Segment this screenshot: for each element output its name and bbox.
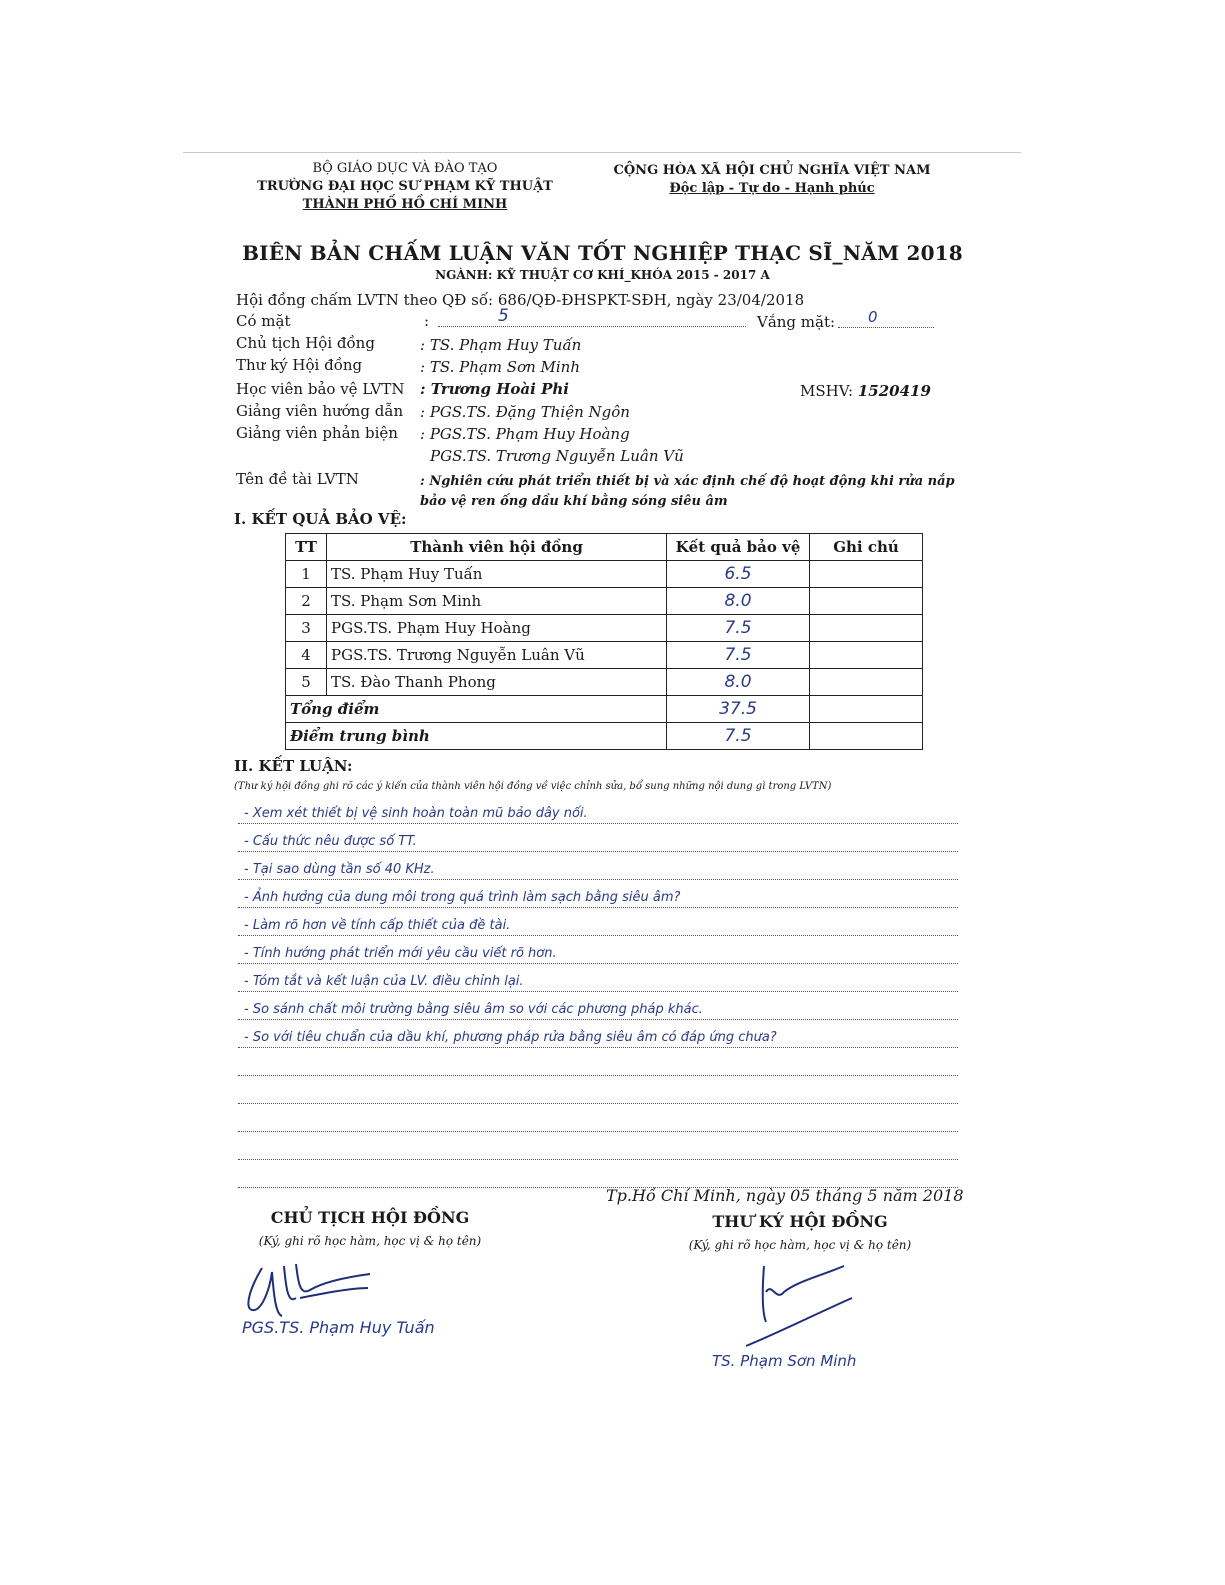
row-tt: 5 (286, 669, 327, 696)
secretary-signature-note: (Ký, ghi rõ học hàm, học vị & họ tên) (688, 1238, 912, 1252)
table-row (286, 588, 923, 615)
total-label: Tổng điểm (286, 696, 667, 723)
secretary-value: : TS. Phạm Sơn Minh (420, 358, 581, 376)
chair-signature-title: CHỦ TỊCH HỘI ĐỒNG (270, 1208, 470, 1227)
signing-date: Tp.Hồ Chí Minh, ngày 05 tháng 5 năm 2018 (606, 1186, 964, 1205)
total-note (810, 696, 923, 723)
country-name: CỘNG HÒA XÃ HỘI CHỦ NGHĨA VIỆT NAM (613, 163, 931, 178)
comment-text: - Làm rõ hơn về tính cấp thiết của đề tài. (244, 918, 511, 933)
comment-line (238, 797, 958, 824)
comment-line (238, 881, 958, 908)
top-rule (183, 152, 1021, 153)
row-note (810, 642, 923, 669)
secretary-label: Thư ký Hội đồng (236, 356, 363, 374)
col-note: Ghi chú (810, 534, 923, 561)
absent-dots (838, 313, 934, 328)
row-score: 7.5 (667, 642, 810, 669)
reviewer-value-1: : PGS.TS. Phạm Huy Hoàng (420, 425, 630, 443)
comment-line (238, 993, 958, 1020)
absent-label: Vắng mặt: (757, 313, 836, 331)
blank-line (238, 1105, 958, 1132)
blank-line (238, 1049, 958, 1076)
row-score: 8.0 (667, 669, 810, 696)
table-row (286, 669, 923, 696)
present-label: Có mặt (236, 312, 291, 330)
topic-value: : Nghiên cứu phát triển thiết bị và xác định chế độ hoạt động khi rửa nắp bảo vệ ren ống dầu khí bằng sóng siêu âm (420, 474, 955, 509)
blank-line (238, 1077, 958, 1104)
topic-label: Tên đề tài LVTN (236, 470, 359, 488)
comment-text: - Xem xét thiết bị vệ sinh hoàn toàn mũ bảo dây nối. (244, 806, 588, 821)
row-tt: 1 (286, 561, 327, 588)
secretary-signature-title: THƯ KÝ HỘI ĐỒNG (712, 1212, 888, 1231)
reviewer-label: Giảng viên phản biện (236, 424, 398, 442)
row-member: PGS.TS. Phạm Huy Hoàng (327, 615, 667, 642)
average-label: Điểm trung bình (286, 723, 667, 750)
header-right (612, 162, 932, 198)
row-member: TS. Phạm Huy Tuấn (327, 561, 667, 588)
mshv-label: MSHV: (800, 382, 854, 400)
row-member: TS. Phạm Sơn Minh (327, 588, 667, 615)
secretary-signature-name: TS. Phạm Sơn Minh (712, 1352, 857, 1370)
row-score: 7.5 (667, 615, 810, 642)
comment-line (238, 853, 958, 880)
col-result: Kết quả bảo vệ (667, 534, 810, 561)
absent-value: 0 (868, 308, 878, 326)
comment-text: - So với tiêu chuẩn của dầu khí, phương pháp rửa bằng siêu âm có đáp ứng chưa? (244, 1030, 777, 1045)
comment-line (238, 1021, 958, 1048)
row-score: 6.5 (667, 561, 810, 588)
document-title: BIÊN BẢN CHẤM LUẬN VĂN TỐT NGHIỆP THẠC SĨ_NĂM 2018 (242, 241, 963, 265)
row-note (810, 615, 923, 642)
average-row (286, 723, 923, 750)
row-note (810, 588, 923, 615)
comment-line (238, 825, 958, 852)
comment-text: - Tại sao dùng tần số 40 KHz. (244, 862, 435, 877)
document-subtitle: NGÀNH: KỸ THUẬT CƠ KHÍ_KHÓA 2015 - 2017 A (435, 268, 770, 282)
results-table (285, 533, 923, 750)
mshv (800, 382, 931, 400)
row-note (810, 561, 923, 588)
comment-line (238, 965, 958, 992)
average-value: 7.5 (667, 723, 810, 750)
mshv-value: 1520419 (857, 382, 931, 400)
chair-signature-name: PGS.TS. Phạm Huy Tuấn (242, 1318, 435, 1337)
chair-signature-note: (Ký, ghi rõ học hàm, học vị & họ tên) (258, 1234, 482, 1248)
row-member: TS. Đào Thanh Phong (327, 669, 667, 696)
row-score: 8.0 (667, 588, 810, 615)
col-tt: TT (286, 534, 327, 561)
advisor-value: : PGS.TS. Đặng Thiện Ngôn (420, 403, 630, 421)
student-value: : Trương Hoài Phi (420, 380, 569, 398)
comment-text: - So sánh chất môi trường bằng siêu âm so với các phương pháp khác. (244, 1002, 703, 1017)
total-value: 37.5 (667, 696, 810, 723)
comment-text: - Cấu thức nêu được số TT. (244, 834, 417, 849)
comment-line (238, 909, 958, 936)
reviewer-value-2: PGS.TS. Trương Nguyễn Luân Vũ (430, 447, 684, 465)
student-label: Học viên bảo vệ LVTN (236, 380, 405, 398)
blank-line (238, 1161, 958, 1188)
advisor-label: Giảng viên hướng dẫn (236, 402, 404, 420)
chair-value: : TS. Phạm Huy Tuấn (420, 336, 582, 354)
comment-text: - Tóm tắt và kết luận của LV. điều chỉnh lại. (244, 974, 524, 989)
table-row (286, 642, 923, 669)
row-note (810, 669, 923, 696)
comment-text: - Ảnh hưởng của dung môi trong quá trình làm sạch bằng siêu âm? (244, 890, 681, 905)
header-left (240, 160, 570, 214)
blank-line (238, 1133, 958, 1160)
comment-line (238, 937, 958, 964)
col-member: Thành viên hội đồng (327, 534, 667, 561)
university-name: TRƯỜNG ĐẠI HỌC SƯ PHẠM KỸ THUẬT (257, 179, 553, 194)
present-dots (438, 312, 746, 327)
average-note (810, 723, 923, 750)
chair-label: Chủ tịch Hội đồng (236, 334, 375, 352)
section2-note: (Thư ký hội đồng ghi rõ các ý kiến của thành viên hội đồng về việc chỉnh sửa, bổ sung những nội dung gì trong LVTN) (234, 781, 832, 792)
colon: : (424, 312, 430, 330)
row-member: PGS.TS. Trương Nguyễn Luân Vũ (327, 642, 667, 669)
table-row (286, 561, 923, 588)
secretary-signature-mark (740, 1262, 860, 1352)
section1-heading: I. KẾT QUẢ BẢO VỆ: (234, 510, 407, 528)
row-tt: 3 (286, 615, 327, 642)
ministry-name: BỘ GIÁO DỤC VÀ ĐÀO TẠO (312, 161, 498, 176)
comment-text: - Tính hướng phát triển mới yêu cầu viết rõ hơn. (244, 946, 557, 961)
row-tt: 2 (286, 588, 327, 615)
motto: Độc lập - Tự do - Hạnh phúc (669, 181, 875, 196)
council-decision: Hội đồng chấm LVTN theo QĐ số: 686/QĐ-ĐHSPKT-SĐH, ngày 23/04/2018 (236, 291, 805, 309)
city-name: THÀNH PHỐ HỒ CHÍ MINH (302, 197, 508, 212)
present-value: 5 (498, 306, 509, 326)
table-row (286, 615, 923, 642)
row-tt: 4 (286, 642, 327, 669)
section2-heading: II. KẾT LUẬN: (234, 757, 353, 775)
total-row (286, 696, 923, 723)
